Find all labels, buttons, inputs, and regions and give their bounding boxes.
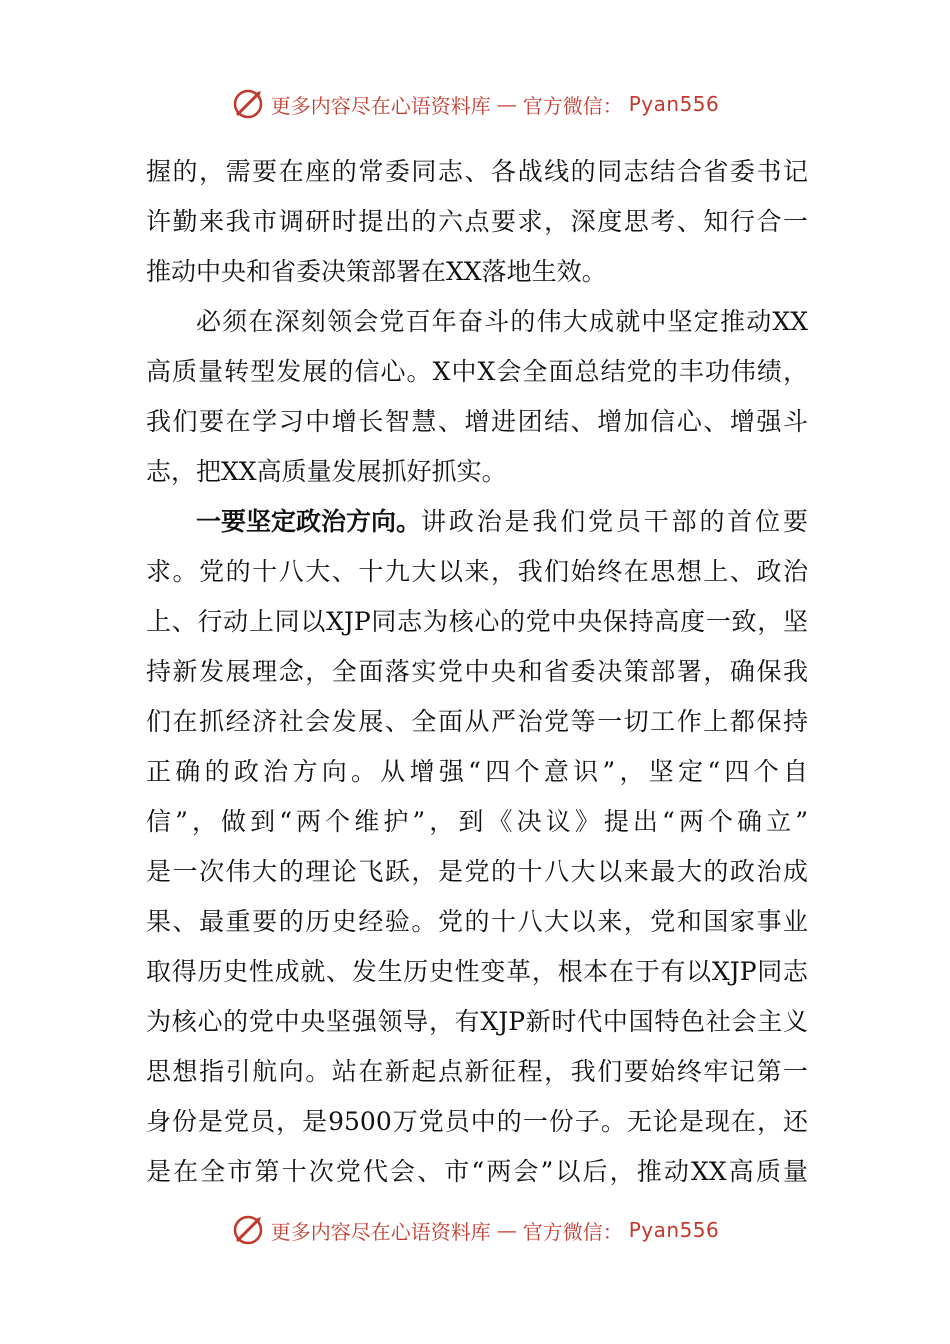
line-text: 许勤来我市调研时提出的六点要求，深度思考、知行合一	[146, 207, 808, 236]
header-dash: —	[496, 92, 517, 116]
footer-brand-text: 更多内容尽在心语资料库	[270, 1219, 491, 1244]
text-line	[146, 1147, 808, 1197]
text-line	[146, 747, 808, 797]
line-text: 信”，做到“两个维护”，到《决议》提出“两个确立”	[146, 807, 808, 836]
line-text: 取得历史性成就、发生历史性变革，根本在于有以XJP同志	[146, 957, 808, 986]
text-line	[146, 347, 808, 397]
header-brand-text: 更多内容尽在心语资料库	[270, 93, 491, 118]
text-line	[146, 247, 808, 297]
line-text: 求。党的十八大、十九大以来，我们始终在思想上、政治	[146, 557, 808, 586]
line-text: 为核心的党中央坚强领导，有XJP新时代中国特色社会主义	[146, 1007, 808, 1036]
line-text: 握的，需要在座的常委同志、各战线的同志结合省委书记	[146, 157, 808, 186]
text-line	[146, 497, 808, 547]
line-text: 果、最重要的历史经验。党的十八大以来，党和国家事业	[146, 907, 808, 936]
text-line	[146, 697, 808, 747]
text-line	[146, 147, 808, 197]
footer-wechat-label: 官方微信：	[522, 1219, 623, 1244]
header-wechat-label: 官方微信：	[522, 93, 623, 118]
text-line	[146, 647, 808, 697]
text-line	[146, 397, 808, 447]
text-line	[146, 197, 808, 247]
text-line	[146, 447, 808, 497]
pen-logo-icon	[231, 1213, 265, 1247]
line-text: 志，把XX高质量发展抓好抓实。	[146, 457, 507, 486]
line-text: 推动中央和省委决策部署在XX落地生效。	[146, 257, 607, 286]
line-text: 讲政治是我们党员干部的首位要	[421, 507, 808, 536]
text-line	[146, 897, 808, 947]
document-body	[146, 147, 808, 1197]
text-line	[146, 947, 808, 997]
header-wechat-id: Pyan556	[628, 92, 720, 116]
text-line	[146, 597, 808, 647]
line-text: 上、行动上同以XJP同志为核心的党中央保持高度一致，坚	[146, 607, 808, 636]
line-text: 必须在深刻领会党百年奋斗的伟大成就中坚定推动XX	[196, 307, 808, 336]
text-line	[146, 1047, 808, 1097]
text-line	[146, 547, 808, 597]
line-text: 是一次伟大的理论飞跃，是党的十八大以来最大的政治成	[146, 857, 808, 886]
pen-logo-icon	[231, 87, 265, 121]
footer-dash: —	[496, 1218, 517, 1242]
line-text: 高质量转型发展的信心。X中X会全面总结党的丰功伟绩，	[146, 357, 808, 386]
text-line	[146, 1097, 808, 1147]
footer-wechat-id: Pyan556	[628, 1218, 720, 1242]
text-line	[146, 297, 808, 347]
bold-lead-text: 一要坚定政治方向。	[196, 507, 422, 536]
line-text: 持新发展理念，全面落实党中央和省委决策部署，确保我	[146, 657, 808, 686]
line-text: 正确的政治方向。从增强“四个意识”，坚定“四个自	[146, 757, 808, 786]
footer-watermark-banner	[0, 1210, 950, 1250]
text-line	[146, 997, 808, 1047]
text-line	[146, 797, 808, 847]
line-text: 我们要在学习中增长智慧、增进团结、增加信心、增强斗	[146, 407, 808, 436]
line-text: 们在抓经济社会发展、全面从严治党等一切工作上都保持	[146, 707, 808, 736]
text-line	[146, 847, 808, 897]
line-text: 是在全市第十次党代会、市“两会”以后，推动XX高质量	[146, 1157, 808, 1186]
header-watermark-banner	[0, 84, 950, 124]
line-text: 思想指引航向。站在新起点新征程，我们要始终牢记第一	[146, 1057, 808, 1086]
line-text: 身份是党员，是9500万党员中的一份子。无论是现在，还	[146, 1107, 808, 1136]
